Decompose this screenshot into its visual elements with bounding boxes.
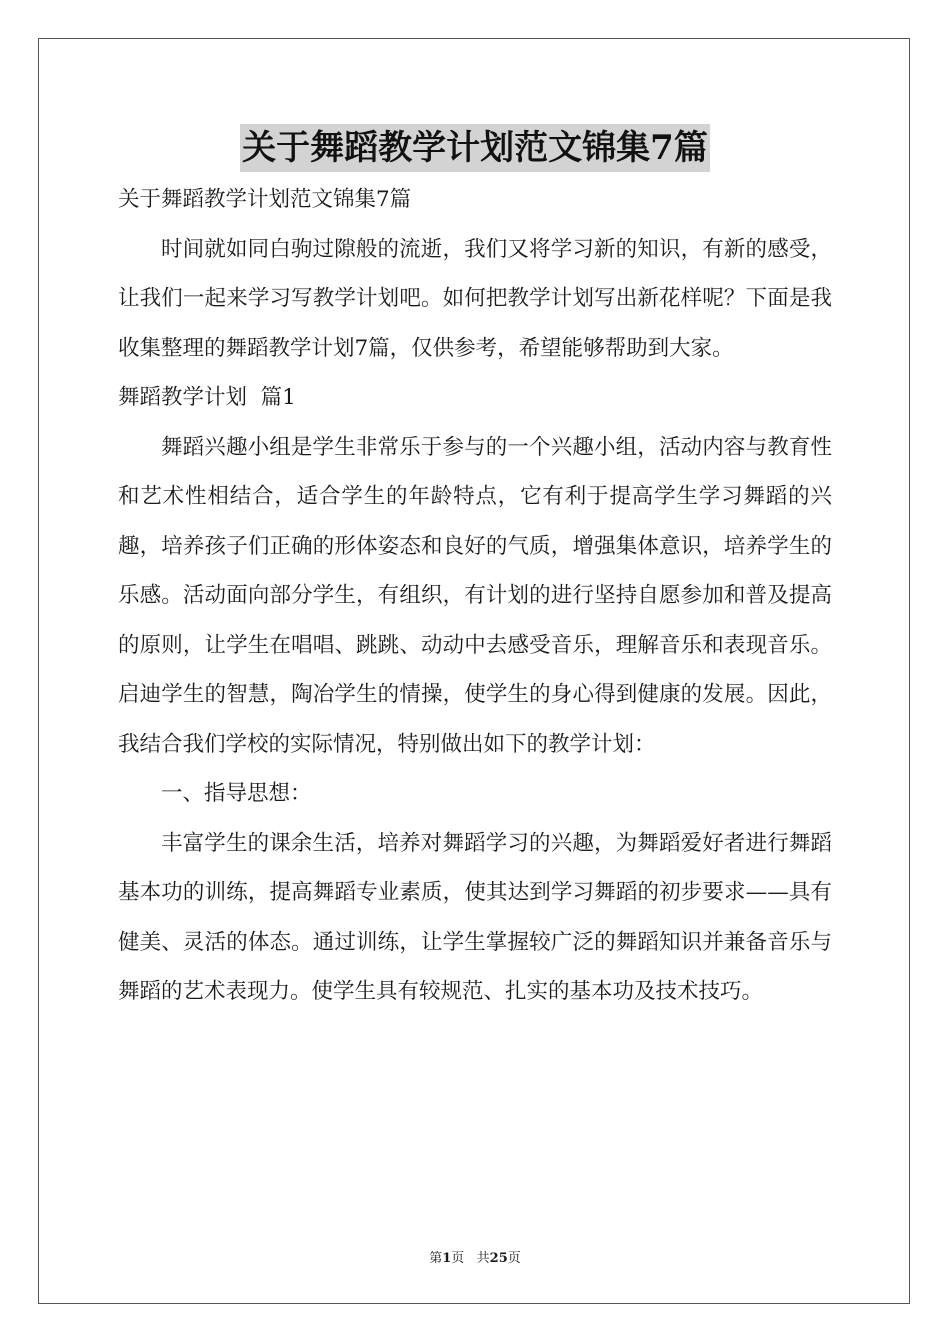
subheading: 一、指导思想： — [161, 781, 312, 806]
page-suffix: 页 — [507, 1251, 521, 1266]
document-subtitle: 关于舞蹈教学计划范文锦集7篇 — [118, 187, 412, 212]
document-body — [118, 175, 832, 1017]
section-paragraph: 舞蹈兴趣小组是学生非常乐于参与的一个兴趣小组，活动内容与教育性和艺术性相结合，适合学生的年龄特点，它有利于提高学生学习舞蹈的兴趣，培养孩子们正确的形体姿态和良好的气质，增强集体意识，培养学生的乐感。活动面向部分学生，有组织，有计划的进行坚持自愿参加和普及提高的原则，让学生在唱唱、跳跳、动动中去感受音乐，理解音乐和表现音乐。启迪学生的智慧，陶冶学生的情操，使学生的身心得到健康的发展。因此，我结合我们学校的实际情况，特别做出如下的教学计划： — [118, 434, 832, 757]
page-footer — [0, 1247, 950, 1266]
page-prefix: 第 — [429, 1251, 443, 1266]
page-mid: 页 共 — [451, 1251, 490, 1266]
intro-paragraph: 时间就如同白驹过隙般的流逝，我们又将学习新的知识，有新的感受，让我们一起来学习写教学计划吧。如何把教学计划写出新花样呢？下面是我收集整理的舞蹈教学计划7篇，仅供参考，希望能够帮助到大家。 — [118, 236, 832, 361]
document-title: 关于舞蹈教学计划范文锦集7篇 — [240, 124, 710, 172]
page-total: 25 — [489, 1251, 508, 1266]
page-current: 1 — [442, 1251, 452, 1266]
section-heading: 舞蹈教学计划 篇1 — [118, 385, 296, 410]
guiding-paragraph: 丰富学生的课余生活，培养对舞蹈学习的兴趣，为舞蹈爱好者进行舞蹈基本功的训练，提高舞蹈专业素质，使其达到学习舞蹈的初步要求——具有健美、灵活的体态。通过训练，让学生掌握较广泛的舞蹈知识并兼备音乐与舞蹈的艺术表现力。使学生具有较规范、扎实的基本功及技术技巧。 — [118, 830, 832, 1004]
title-wrap — [0, 124, 950, 172]
